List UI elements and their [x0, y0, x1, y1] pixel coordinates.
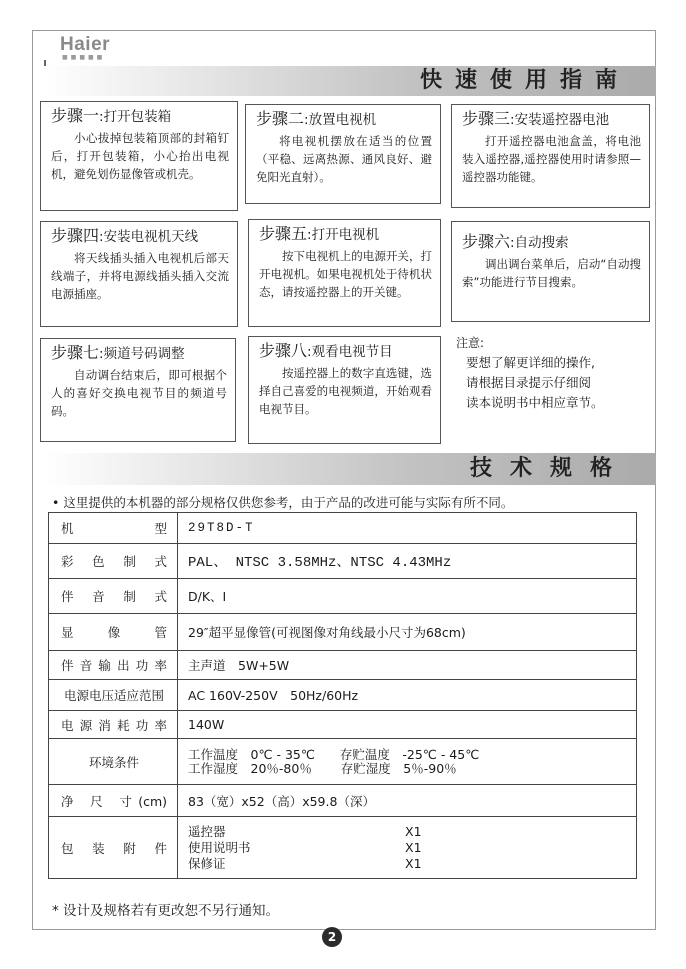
step-6-box — [451, 221, 650, 322]
step-body: 调出调台菜单后，启动“自动搜索”功能进行节目搜索。 — [462, 257, 641, 289]
quick-guide-title: 快速使用指南 — [419, 68, 630, 93]
spec-label: 机 型 — [49, 513, 178, 544]
step-body: 打开遥控器电池盒盖，将电池装入遥控器,遥控器使用时请参照—遥控器功能键。 — [462, 134, 641, 184]
table-row — [49, 711, 637, 739]
note-line: 请根据目录提示仔细阅 — [466, 375, 592, 390]
spec-label: 包 装 附 件 — [49, 817, 178, 879]
quick-guide-banner — [44, 66, 656, 96]
spec-label: 显 像 管 — [49, 614, 178, 651]
step-number: 步骤八 — [259, 341, 308, 360]
step-body: 将天线插头插入电视机后部天线端子，并将电源线插头插入交流电源插座。 — [51, 251, 229, 301]
step-1-box — [40, 101, 238, 211]
spec-label: 电源消耗功率 — [49, 711, 178, 739]
step-number: 步骤四 — [51, 226, 100, 245]
table-row — [49, 817, 637, 879]
step-title: :自动搜索 — [510, 235, 569, 251]
step-4-box — [40, 221, 238, 327]
note-line: 要想了解更详细的操作, — [466, 355, 595, 370]
footnote: * 设计及规格若有更改恕不另行通知。 — [52, 903, 280, 919]
spec-label: 净 尺 寸(cm) — [49, 785, 178, 817]
step-number: 步骤一 — [51, 106, 100, 125]
note-title: 注意: — [456, 336, 485, 350]
step-title: :打开电视机 — [307, 227, 380, 243]
accessory-list — [178, 817, 637, 879]
step-body: 按遥控器上的数字直选键，选择自己喜爱的电视频道，开始观看电视节目。 — [259, 366, 432, 416]
step-number: 步骤六 — [462, 232, 511, 251]
step-title: :安装电视机天线 — [99, 229, 199, 245]
accessory-name: 遥控器 — [188, 823, 226, 839]
step-2-box — [245, 104, 441, 204]
step-5-box — [248, 219, 441, 327]
spec-value: 83（宽）x52（高）x59.8（深） — [178, 785, 637, 817]
note-block — [456, 333, 656, 413]
accessory-qty: X1 — [405, 823, 422, 839]
step-title: :观看电视节目 — [307, 344, 393, 360]
spec-label: 彩 色 制 式 — [49, 544, 178, 579]
table-row — [49, 579, 637, 614]
table-row — [49, 680, 637, 711]
spec-label: 伴 音 制 式 — [49, 579, 178, 614]
step-title: :频道号码调整 — [99, 346, 185, 362]
step-number: 步骤七 — [51, 343, 100, 362]
accessory-qty: X1 — [405, 855, 422, 871]
step-body: 按下电视机上的电源开关，打开电视机。如果电视机处于待机状态，请按遥控器上的开关键。 — [259, 249, 432, 299]
accessory-name: 保修证 — [188, 855, 226, 871]
step-number: 步骤二 — [256, 109, 305, 128]
table-row — [49, 614, 637, 651]
accessory-name: 使用说明书 — [188, 839, 251, 855]
env-line-2: 工作湿度 20％-80％ 存贮湿度 5％-90％ — [188, 760, 457, 776]
specs-title: 技术规格 — [469, 456, 630, 481]
brand-logo: Haier — [60, 34, 111, 55]
step-title: :放置电视机 — [304, 112, 377, 128]
step-body: 小心拔掉包装箱顶部的封箱钉后，打开包装箱，小心抬出电视机，避免划伤显像管或机壳。 — [51, 131, 229, 181]
table-row — [49, 785, 637, 817]
step-7-box — [40, 338, 236, 442]
step-title: :打开包装箱 — [99, 109, 172, 125]
spec-value — [178, 739, 637, 785]
table-row — [49, 513, 637, 544]
logo-dots: ■■■■■ — [62, 54, 106, 61]
spec-value: 29″超平显像管(可视图像对角线最小尺寸为68cm) — [178, 614, 637, 651]
list-item — [188, 824, 626, 840]
specs-table — [48, 512, 637, 879]
spec-value: AC 160V-250V 50Hz/60Hz — [178, 680, 637, 711]
spec-label: 电源电压适应范围 — [49, 680, 178, 711]
page-number: 2 — [322, 927, 342, 947]
spec-value: 主声道 5W+5W — [178, 651, 637, 680]
table-row — [49, 739, 637, 785]
specs-intro: • 这里提供的本机器的部分规格仅供您参考，由于产品的改进可能与实际有所不同。 — [52, 495, 514, 510]
spec-value: 140W — [178, 711, 637, 739]
step-number: 步骤三 — [462, 109, 511, 128]
step-title: :安装遥控器电池 — [510, 112, 610, 128]
step-number: 步骤五 — [259, 224, 308, 243]
list-item — [188, 840, 626, 856]
accessory-qty: X1 — [405, 839, 422, 855]
spec-value: PAL、 NTSC 3.58MHz、NTSC 4.43MHz — [178, 544, 637, 579]
env-line-1: 工作温度 0℃ - 35℃ 存贮温度 -25℃ - 45℃ — [188, 746, 480, 762]
step-body: 自动调台结束后，即可根据个人的喜好交换电视节目的频道号码。 — [51, 368, 227, 418]
spec-label: 环境条件 — [49, 739, 178, 785]
table-row — [49, 544, 637, 579]
list-item — [188, 856, 626, 872]
step-body: 将电视机摆放在适当的位置（平稳、远离热源、通风良好、避免阳光直射）。 — [256, 134, 432, 184]
step-8-box — [248, 336, 441, 444]
spec-value: D/K、I — [178, 579, 637, 614]
table-row — [49, 651, 637, 680]
spec-value: 29T8D-T — [178, 513, 637, 544]
step-3-box — [451, 104, 650, 208]
note-line: 读本说明书中相应章节。 — [466, 395, 604, 410]
specs-banner — [44, 453, 656, 485]
spec-label: 伴音输出功率 — [49, 651, 178, 680]
